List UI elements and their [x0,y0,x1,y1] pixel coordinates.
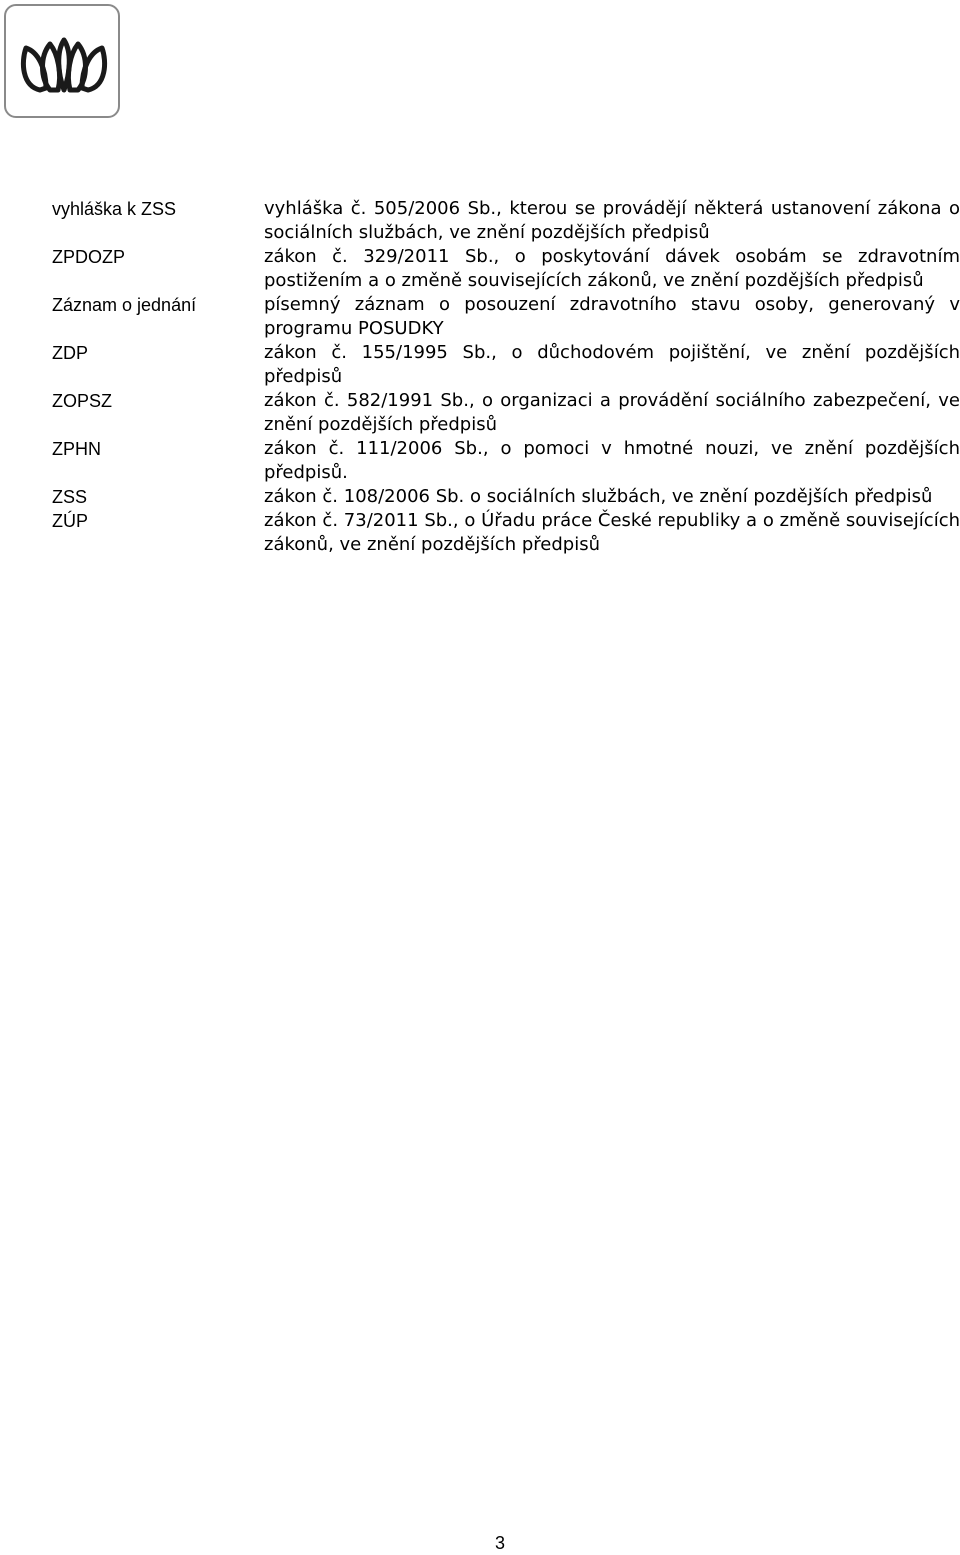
logo [4,4,120,118]
abbreviation: vyhláška k ZSS [52,199,177,219]
abbreviation: ZÚP [52,511,88,531]
abbreviation: ZOPSZ [52,391,113,411]
table-row [52,245,960,293]
abbreviation-description: vyhláška č. 505/2006 Sb., kterou se provádějí některá ustanovení zákona o sociálních službách, ve znění pozdějších předpisů [264,198,960,243]
abbreviation-description: zákon č. 108/2006 Sb. o sociálních službách, ve znění pozdějších předpisů [264,486,933,507]
abbreviation-description: písemný záznam o posouzení zdravotního stavu osoby, generovaný v programu POSUDKY [264,294,960,339]
table-row [52,485,960,509]
abbreviations-table [52,197,960,557]
table-row [52,509,960,557]
abbreviation-description: zákon č. 329/2011 Sb., o poskytování dávek osobám se zdravotním postižením a o změně souvisejících zákonů, ve znění pozdějších předpisů [264,246,960,291]
abbreviation-description: zákon č. 111/2006 Sb., o pomoci v hmotné nouzi, ve znění pozdějších předpisů. [264,438,960,483]
table-row [52,293,960,341]
abbreviation: ZPHN [52,439,101,459]
lotus-logo-icon [18,34,110,94]
abbreviation: ZSS [52,487,88,507]
abbreviation-description: zákon č. 73/2011 Sb., o Úřadu práce České republiky a o změně souvisejících zákonů, ve znění pozdějších předpisů [264,510,960,555]
abbreviation: Záznam o jednání [52,295,197,315]
table-row [52,437,960,485]
table-row [52,389,960,437]
abbreviation: ZDP [52,343,88,363]
page-number: 3 [495,1533,506,1553]
table-row [52,341,960,389]
abbreviation-description: zákon č. 582/1991 Sb., o organizaci a provádění sociálního zabezpečení, ve znění pozdějších předpisů [264,390,960,435]
abbreviation: ZPDOZP [52,247,126,267]
table-row [52,197,960,245]
abbreviation-description: zákon č. 155/1995 Sb., o důchodovém pojištění, ve znění pozdějších předpisů [264,342,960,387]
